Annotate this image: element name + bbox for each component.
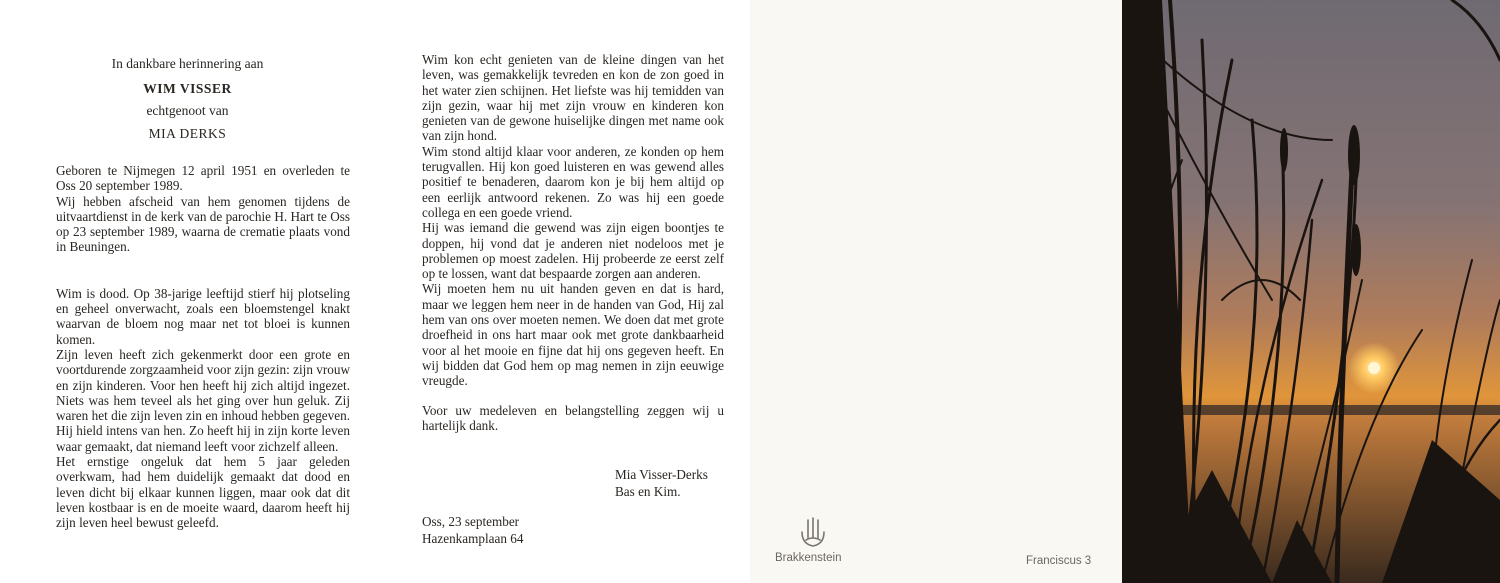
right-text-column xyxy=(422,52,724,433)
memorial-paragraph-2: Zijn leven heeft zich gekenmerkt door een grote en voortdurende zorgzaamheid voor zijn gezin: zijn vrouw en zijn kinderen. Voor hen heeft hij zich altijd ingezet. Niets was hem teveel als het ging over hun geluk. Zij waren het die zijn leven zin en inhoud hebben gegeven. Hij hield intens van hen. Zo heeft hij in zijn korte leven waar gemaakt, dat niemand leeft voor zichzelf alleen. xyxy=(56,346,350,454)
thanks-paragraph: Voor uw medeleven en belangstelling zeggen wij u hartelijk dank. xyxy=(422,402,724,433)
memorial-paragraph-4: Wim kon echt genieten van de kleine dingen van het leven, was gemakkelijk tevreden en kon de zon goed in het water zien schijnen. Het liefste was hij temidden van zijn gezin, waar hij met zijn vrouw en kinderen kon genieten van de gewone huiselijke dingen met name ook van zijn hond. xyxy=(422,52,724,144)
address-block xyxy=(422,513,523,547)
sunset-reed-photo xyxy=(1122,0,1500,583)
signature-block xyxy=(615,466,708,500)
sunset-photo-art xyxy=(1122,0,1500,583)
publisher-name: Brakkenstein xyxy=(775,552,842,564)
memorial-paragraph-3: Het ernstige ongeluk dat hem 5 jaar geleden overkwam, had hem duidelijk gemaakt dat dood en leven dicht bij elkaar kunnen liggen, maar ook dat dit leven kostbaar is en de moeite waard, daarom heeft hij zijn leven heel bewust geleefd. xyxy=(56,454,350,531)
signature-children: Bas en Kim. xyxy=(615,484,681,499)
back-cover-page xyxy=(750,0,1122,583)
spouse-name: MIA DERKS xyxy=(148,126,227,141)
place-date: Oss, 23 september xyxy=(422,514,520,529)
left-text-page xyxy=(0,0,375,583)
series-label: Franciscus 3 xyxy=(1026,555,1092,567)
publisher-logo-icon xyxy=(798,516,828,550)
deceased-name: WIM VISSER xyxy=(143,81,232,96)
birth-death-paragraph: Geboren te Nijmegen 12 april 1951 en overleden te Oss 20 september 1989. xyxy=(56,163,350,194)
intro-line: In dankbare herinnering aan xyxy=(111,56,264,71)
memorial-paragraph-7: Wij moeten hem nu uit handen geven en dat is hard, maar we leggen hem neer in de handen van God, Hij zal hem van ons over moeten nemen. We doen dat met grote droefheid in ons hart maar ook met grote dankbaarheid voor al het mooie en fijne dat hij ons gegeven heeft. En wij bidden dat God hem op mag nemen in zijn eeuwige vreugde. xyxy=(422,281,724,389)
left-text-column xyxy=(56,163,350,531)
relation-line: echtgenoot van xyxy=(146,103,229,118)
funeral-paragraph: Wij hebben afscheid van hem genomen tijdens de uitvaartdienst in de kerk van de parochie H. Hart te Oss op 23 september 1989, waarna de crematie plaats vond in Beuningen. xyxy=(56,193,350,255)
memorial-paragraph-6: Hij was iemand die gewend was zijn eigen boontjes te doppen, hij vond dat je anderen niet nodeloos met je problemen op moest zadelen. Hij probeerde ze eerst zelf op te lossen, want dat bespaarde zorgen aan anderen. xyxy=(422,220,724,282)
memorial-paragraph-1: Wim is dood. Op 38-jarige leeftijd stierf hij plotseling en geheel onverwacht, zoals een bloemstengel knakt waarvan de bloem nog maar net tot bloei is kunnen komen. xyxy=(56,285,350,347)
memorial-paragraph-5: Wim stond altijd klaar voor anderen, ze konden op hem terugvallen. Hij kon goed luisteren en was gewend alles positief te benaderen, daarom kon je bij hem altijd op een eerlijk antwoord rekenen. Zo was hij een goede collega en een goede vriend. xyxy=(422,143,724,220)
signature-widow: Mia Visser-Derks xyxy=(615,467,708,482)
address: Hazenkamplaan 64 xyxy=(422,531,524,546)
